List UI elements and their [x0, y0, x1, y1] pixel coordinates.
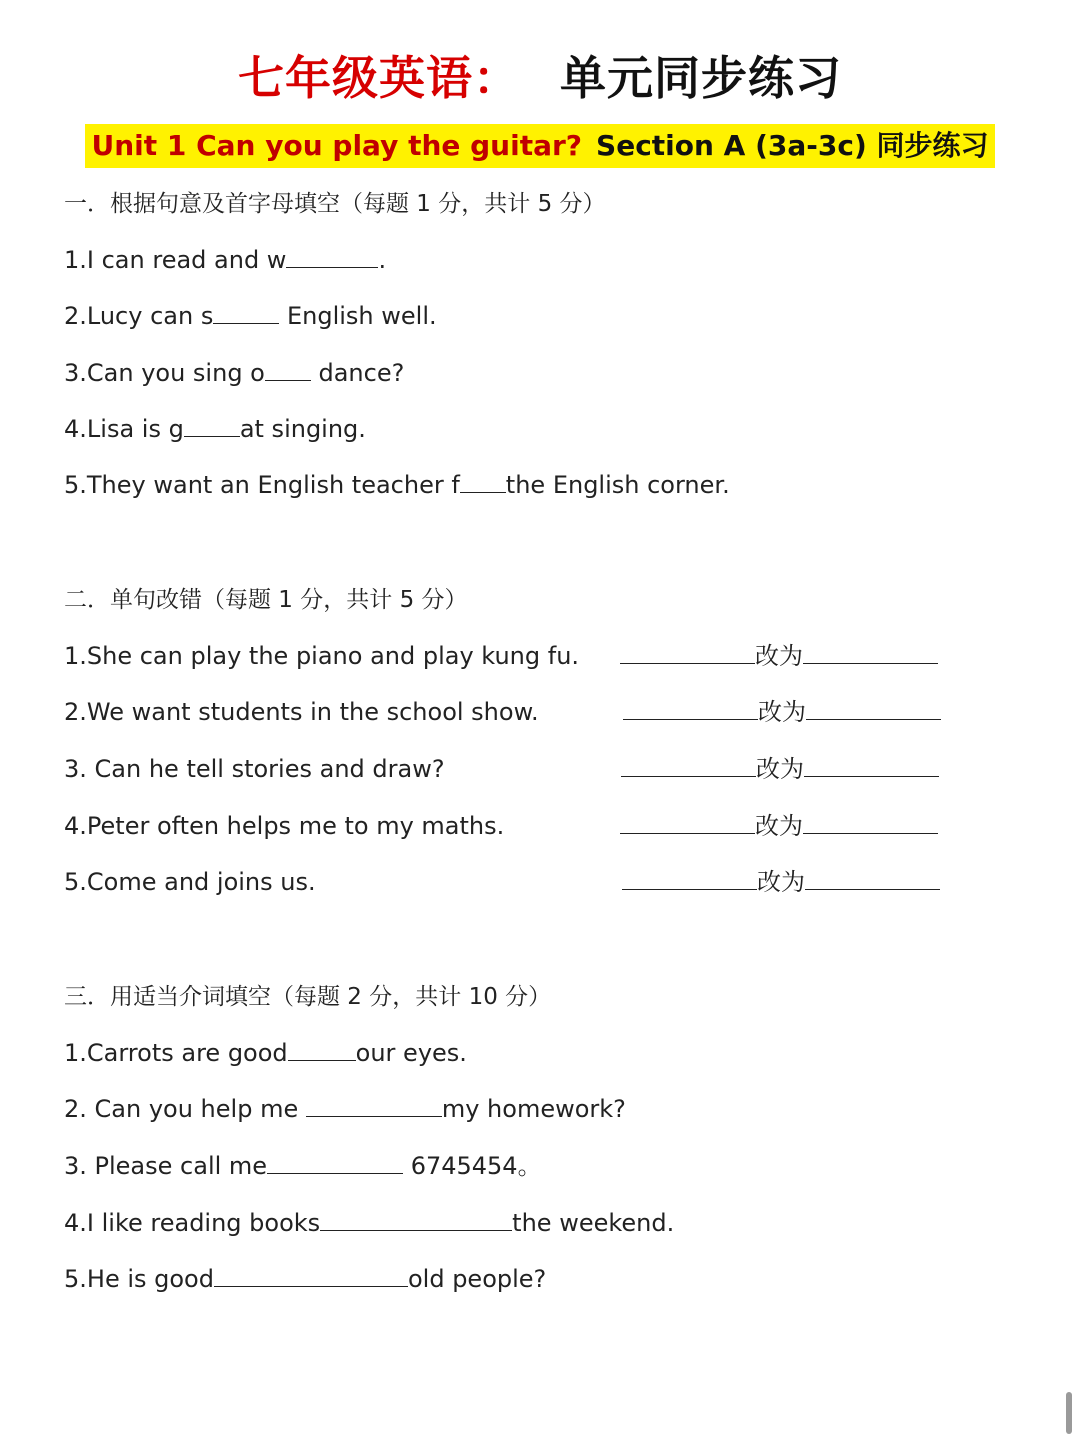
answer-blank[interactable]: [213, 301, 279, 324]
change-label: 改为: [756, 755, 804, 783]
question-text-after: our eyes.: [355, 1039, 467, 1067]
question-text-after: dance?: [310, 359, 405, 387]
question-text-after: old people?: [407, 1265, 547, 1293]
right-blank[interactable]: [804, 754, 939, 777]
subtitle-section: Section A (3a-3c) 同步练习: [596, 129, 989, 162]
section3-question-5: [64, 1263, 546, 1295]
correction-line-2: [623, 696, 941, 728]
title-grade: 七年级英语：: [238, 51, 520, 105]
answer-blank[interactable]: [214, 1264, 408, 1287]
wrong-blank[interactable]: [620, 641, 755, 664]
question-text: 1.I can read and w: [64, 246, 287, 274]
answer-blank[interactable]: [460, 470, 506, 493]
answer-blank[interactable]: [288, 1038, 356, 1061]
section3-question-4: [64, 1207, 674, 1239]
correction-line-4: [620, 810, 938, 842]
question-text: 2.Lucy can s: [64, 302, 214, 330]
answer-blank[interactable]: [265, 358, 311, 381]
page-title: [0, 48, 1080, 108]
answer-blank[interactable]: [306, 1094, 442, 1117]
answer-blank[interactable]: [184, 414, 240, 437]
question-text: 3. Please call me: [64, 1152, 268, 1180]
question-text-after: 6745454。: [403, 1152, 542, 1180]
answer-blank[interactable]: [320, 1208, 512, 1231]
question-text: 4.Lisa is g: [64, 415, 184, 443]
correction-line-1: [620, 640, 938, 672]
right-blank[interactable]: [806, 697, 941, 720]
question-text: 5.They want an English teacher f: [64, 471, 460, 499]
subtitle-highlight: [85, 124, 994, 168]
section1-heading: 一．根据句意及首字母填空（每题 1 分，共计 5 分）: [64, 191, 606, 217]
subtitle-unit: Unit 1 Can you play the guitar?: [91, 129, 583, 162]
question-text-after: English well.: [279, 302, 437, 330]
right-blank[interactable]: [803, 641, 938, 664]
question-text-after: my homework?: [441, 1095, 626, 1123]
section1-question-4: [64, 413, 366, 445]
question-text: 2. Can you help me: [64, 1095, 306, 1123]
answer-blank[interactable]: [267, 1151, 403, 1174]
question-text-after: .: [378, 246, 387, 274]
question-text-after: the English corner.: [505, 471, 730, 499]
right-blank[interactable]: [803, 811, 938, 834]
question-text-after: at singing.: [239, 415, 366, 443]
scrollbar-thumb[interactable]: [1066, 1392, 1072, 1434]
section1-question-1: [64, 244, 386, 276]
change-label: 改为: [757, 868, 805, 896]
wrong-blank[interactable]: [621, 754, 756, 777]
section3-heading: 三．用适当介词填空（每题 2 分，共计 10 分）: [64, 984, 552, 1010]
question-text-after: the weekend.: [512, 1209, 675, 1237]
correction-line-3: [621, 753, 939, 785]
section1-question-2: [64, 300, 437, 332]
title-unit-practice: 单元同步练习: [560, 51, 842, 105]
answer-blank[interactable]: [286, 245, 378, 268]
change-label: 改为: [755, 812, 803, 840]
right-blank[interactable]: [805, 867, 940, 890]
section2-question-5: 5.Come and joins us.: [64, 868, 316, 896]
subtitle-bar: [0, 124, 1080, 168]
wrong-blank[interactable]: [620, 811, 755, 834]
section2-question-4: 4.Peter often helps me to my maths.: [64, 812, 505, 840]
section3-question-3: [64, 1150, 542, 1182]
wrong-blank[interactable]: [622, 867, 757, 890]
question-text: 1.Carrots are good: [64, 1039, 288, 1067]
section2-heading: 二．单句改错（每题 1 分，共计 5 分）: [64, 587, 468, 613]
change-label: 改为: [755, 642, 803, 670]
section2-question-3: 3. Can he tell stories and draw?: [64, 755, 445, 783]
section2-question-2: 2.We want students in the school show.: [64, 698, 539, 726]
section3-question-2: [64, 1093, 626, 1125]
change-label: 改为: [758, 698, 806, 726]
section2-question-1: 1.She can play the piano and play kung fu.: [64, 642, 580, 670]
section1-question-5: [64, 469, 730, 501]
section3-question-1: [64, 1037, 467, 1069]
wrong-blank[interactable]: [623, 697, 758, 720]
question-text: 3.Can you sing o: [64, 359, 265, 387]
correction-line-5: [622, 866, 940, 898]
section1-question-3: [64, 357, 404, 389]
question-text: 4.I like reading books: [64, 1209, 321, 1237]
question-text: 5.He is good: [64, 1265, 214, 1293]
